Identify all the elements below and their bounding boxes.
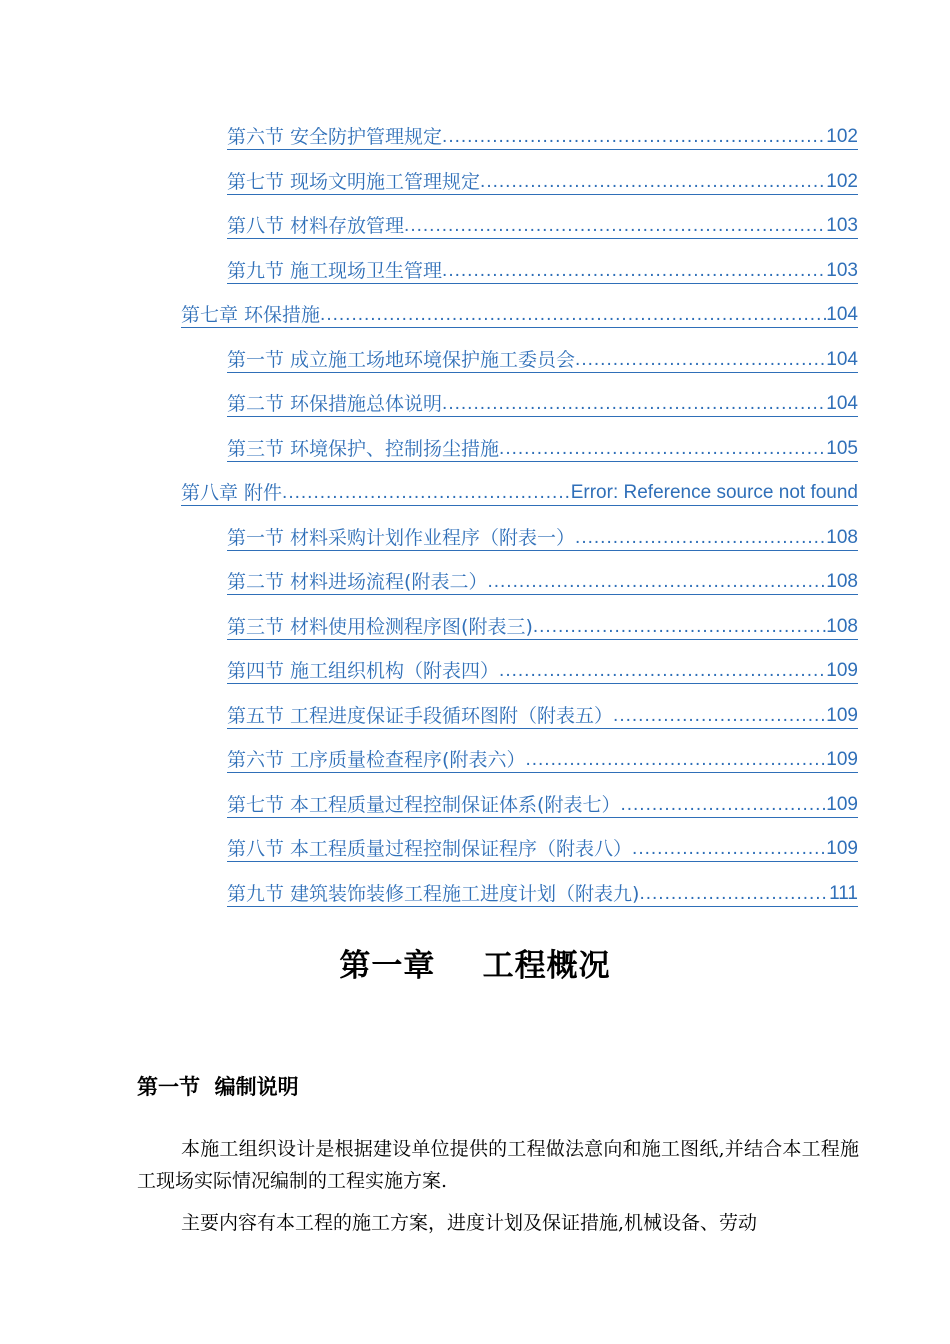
toc-entry-title: 第八章 附件 [181, 482, 283, 504]
toc-entry-page: 102 [826, 171, 858, 195]
toc-entry[interactable] [227, 120, 858, 150]
toc-entry[interactable] [227, 654, 858, 684]
toc-entry[interactable] [227, 165, 858, 195]
toc-entry-page: 108 [826, 616, 858, 640]
toc-leader-dots [442, 126, 826, 150]
toc-entry-title: 第六节 安全防护管理规定 [227, 126, 443, 148]
toc-entry-page: 102 [826, 126, 858, 150]
toc-leader-dots [404, 215, 826, 239]
toc-leader-dots [442, 260, 826, 284]
toc-entry-page: 103 [826, 260, 858, 284]
toc-entry-title: 第一节 材料采购计划作业程序（附表一） [227, 527, 576, 549]
toc-entry-page: 108 [826, 571, 858, 595]
toc-entry-page: 109 [826, 705, 858, 729]
toc-leader-dots [525, 749, 826, 773]
chapter-title: 第一章 工程概况 [339, 948, 611, 984]
toc-entry-page: 109 [826, 838, 858, 862]
toc-entry-page: 108 [826, 527, 858, 551]
toc-entry-title: 第二节 环保措施总体说明 [227, 393, 443, 415]
toc-entry-page: 104 [826, 349, 858, 373]
toc-entry[interactable] [227, 743, 858, 773]
toc-entry-title: 第八节 材料存放管理 [227, 215, 405, 237]
toc-entry-page: 111 [829, 883, 858, 907]
toc-leader-dots [533, 616, 826, 640]
toc-entry[interactable] [227, 699, 858, 729]
toc-entry[interactable] [227, 343, 858, 373]
toc-leader-dots [320, 304, 826, 328]
toc-entry-page: 104 [826, 393, 858, 417]
toc-entry-title: 第二节 材料进场流程(附表二） [227, 571, 488, 593]
toc-entry[interactable] [227, 387, 858, 417]
toc-entry-page: 103 [826, 215, 858, 239]
toc-leader-dots [639, 883, 829, 907]
toc-leader-dots [632, 838, 826, 862]
toc-entry[interactable] [227, 209, 858, 239]
toc-entry-page: 109 [826, 660, 858, 684]
toc-leader-dots [613, 705, 826, 729]
toc-entry-page: 109 [826, 794, 858, 818]
toc-leader-dots [499, 438, 826, 462]
toc-entry[interactable] [227, 565, 858, 595]
toc-leader-dots [499, 660, 826, 684]
toc-entry[interactable] [227, 521, 858, 551]
toc-entry[interactable] [227, 788, 858, 818]
toc-entry[interactable] [227, 432, 858, 462]
toc-leader-dots [282, 482, 571, 506]
toc-entry-title: 第九节 施工现场卫生管理 [227, 260, 443, 282]
toc-entry-title: 第三节 环境保护、控制扬尘措施 [227, 438, 500, 460]
toc-leader-dots [480, 171, 826, 195]
toc-entry-title: 第四节 施工组织机构（附表四） [227, 660, 500, 682]
toc-entry-title: 第五节 工程进度保证手段循环图附（附表五） [227, 705, 614, 727]
section-title: 第一节 编制说明 [137, 1075, 299, 1099]
toc-leader-dots [620, 794, 826, 818]
toc-entry-title: 第七节 现场文明施工管理规定 [227, 171, 481, 193]
toc-leader-dots [442, 393, 826, 417]
toc-entry-page: 104 [826, 304, 858, 328]
toc-leader-dots [487, 571, 826, 595]
toc-entry-chapter[interactable] [181, 298, 858, 328]
toc-entry-chapter[interactable] [181, 476, 858, 506]
toc-entry-page-error: Error: Reference source not found [571, 482, 858, 506]
toc-entry-title: 第三节 材料使用检测程序图(附表三) [227, 616, 533, 638]
toc-entry-title: 第八节 本工程质量过程控制保证程序（附表八） [227, 838, 633, 860]
toc-leader-dots [575, 349, 826, 373]
toc-entry[interactable] [227, 610, 858, 640]
toc-entry-page: 105 [826, 438, 858, 462]
toc-entry-title: 第七章 环保措施 [181, 304, 321, 326]
toc-entry-title: 第九节 建筑装饰装修工程施工进度计划（附表九) [227, 883, 640, 905]
body-paragraph: 主要内容有本工程的施工方案，进度计划及保证措施,机械设备、劳动 [181, 1212, 758, 1234]
toc-leader-dots [575, 527, 826, 551]
toc-entry-title: 第一节 成立施工场地环境保护施工委员会 [227, 349, 576, 371]
toc-entry-title: 第七节 本工程质量过程控制保证体系(附表七） [227, 794, 621, 816]
toc-entry[interactable] [227, 254, 858, 284]
toc-entry-title: 第六节 工序质量检查程序(附表六） [227, 749, 526, 771]
body-paragraph: 本施工组织设计是根据建设单位提供的工程做法意向和施工图纸,并结合本工程施工现场实际情况编制的工程实施方案. [137, 1138, 859, 1192]
toc-entry[interactable] [227, 832, 858, 862]
toc-entry[interactable] [227, 877, 858, 907]
toc-entry-page: 109 [826, 749, 858, 773]
